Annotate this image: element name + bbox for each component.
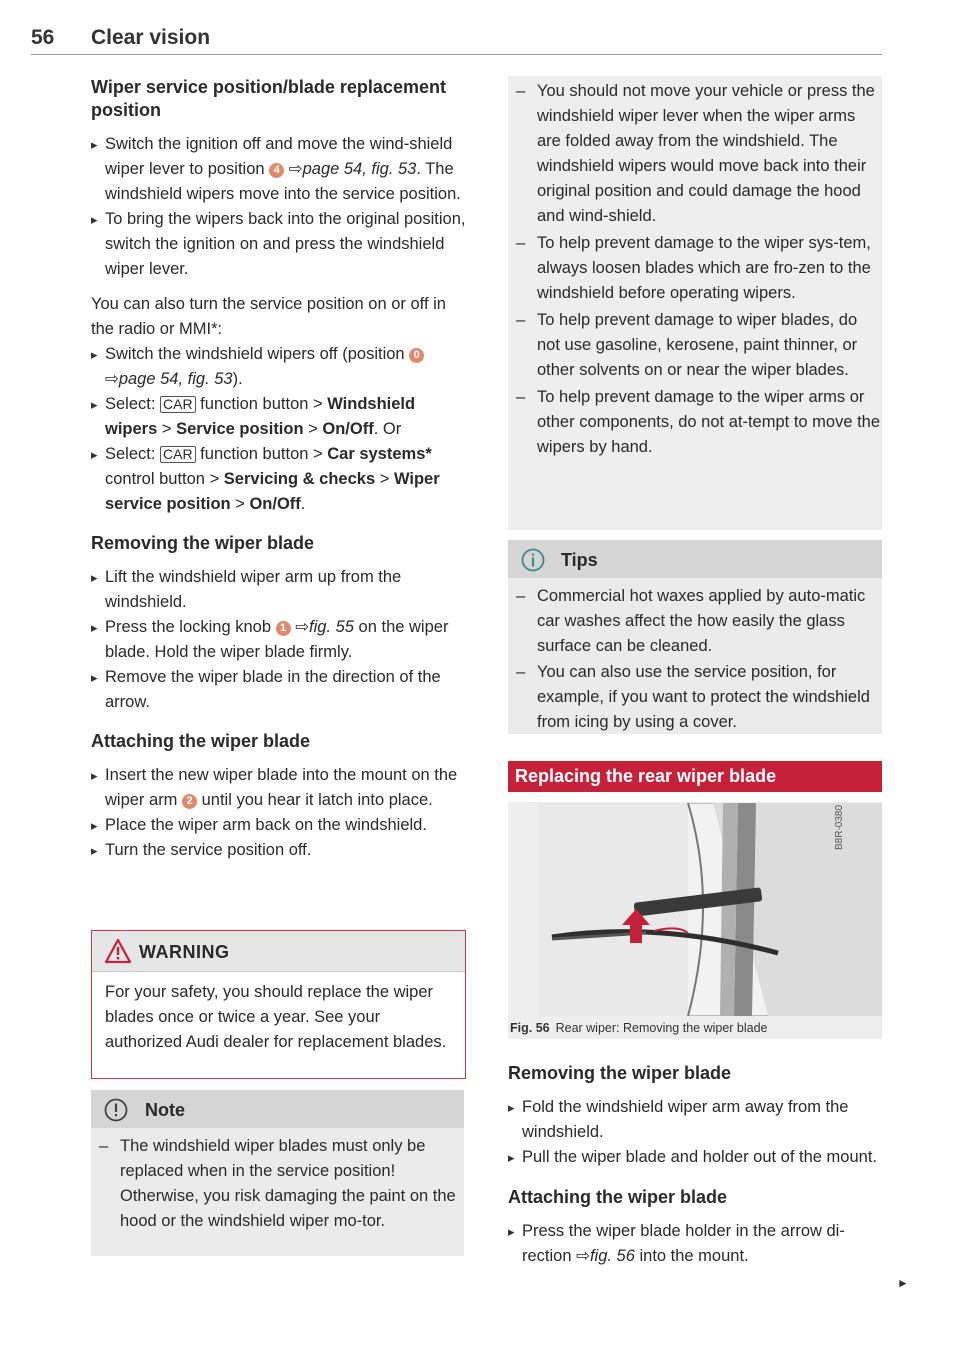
list-item: – To help prevent damage to the wiper sys-tem, always loosen blades which are fro-zen to the windshield before operating wipers. [508,231,882,306]
cross-reference-link[interactable]: page 54, fig. 53 [302,160,417,178]
list-item: ▸ Select: CAR function button > Car systems* control button > Servicing & checks > Wiper service position > On/Off. [91,442,466,517]
callout-0-icon: 0 [409,348,424,363]
note-title: Note [145,1100,185,1120]
cross-reference-link[interactable]: page 54, fig. 53 [118,370,233,388]
callout-2-icon: 2 [182,794,197,809]
list-item: – To help prevent damage to wiper blades, do not use gasoline, kerosene, paint thinner, or other solvents on or near the wiper blades. [508,308,882,383]
list-item: – You should not move your vehicle or press the windshield wiper lever when the wiper arms are folded away from the windshield. The windshield wipers would move back into their original position and could damage the hood and wind-shield. [508,79,882,229]
heading-removing-blade-rear: Removing the wiper blade [508,1063,732,1083]
rear-attach-steps [508,1219,882,1269]
warning-box [91,930,466,1079]
list-item: ▸ Insert the new wiper blade into the mount on the wiper arm 2 until you hear it latch into place. [91,763,466,813]
tips-box [508,540,882,734]
warning-continuation [508,76,882,530]
paragraph-mmi: You can also turn the service position on or off in the radio or MMI*: [91,295,446,338]
rear-remove-steps [508,1095,882,1170]
list-item: ▸ Select: CAR function button > Windshield wipers > Service position > On/Off. Or [91,392,466,442]
warning-triangle-icon [104,938,132,964]
cross-reference-link[interactable]: fig. 55 [309,618,354,636]
service-steps [91,132,466,282]
warning-text: For your safety, you should replace the wiper blades once or twice a year. See your authorized Audi dealer for replacement blades. [105,983,447,1051]
note-exclamation-icon [103,1097,129,1123]
remove-steps [91,565,466,715]
heading-attaching-blade: Attaching the wiper blade [91,731,311,751]
heading-removing-blade: Removing the wiper blade [91,533,315,553]
list-item: ▸ Lift the windshield wiper arm up from the windshield. [91,565,466,615]
section-heading-bar [508,761,882,792]
callout-4-icon: 4 [269,163,284,178]
figure-caption: Rear wiper: Removing the wiper blade [555,1021,768,1035]
list-item: ▸ Pull the wiper blade and holder out of the mount. [508,1145,882,1170]
list-item: ▸ Fold the windshield wiper arm away from the windshield. [508,1095,882,1145]
list-item: ▸ Switch the ignition off and move the wind-shield wiper lever to position 4 ⇨page 54, fig. 53. The windshield wipers move into the service position. [91,132,466,207]
attach-steps [91,763,466,863]
figure-label: Fig. 56 [510,1021,550,1035]
figure-56 [508,802,882,1039]
heading-attaching-blade-rear: Attaching the wiper blade [508,1187,728,1207]
callout-1-icon: 1 [276,621,291,636]
warning-title: WARNING [139,942,230,962]
page-number: 56 [31,26,55,49]
figure-code: B8R-0380 [834,804,845,850]
section-title: Clear vision [91,26,211,49]
note-text: – The windshield wiper blades must only be replaced when in the service position! Otherwise, you risk damaging the paint on the hood or the windshield wiper mo-tor. [91,1134,464,1234]
tips-title: Tips [561,550,598,570]
continue-arrow-icon: ► [897,1276,909,1290]
heading-service-position: Wiper service position/blade replacement position [91,77,446,120]
mmi-steps [91,342,466,517]
list-item: ▸ Switch the windshield wipers off (position 0 ⇨page 54, fig. 53). [91,342,466,392]
note-box [91,1090,464,1256]
list-item: ▸ Remove the wiper blade in the direction of the arrow. [91,665,466,715]
list-item: – To help prevent damage to the wiper arms or other components, do not at-tempt to move the wipers by hand. [508,385,882,460]
right-lower-content [508,1062,882,1269]
rear-wiper-illustration [538,803,882,1016]
car-key-icon: CAR [160,396,196,413]
left-column [91,76,466,863]
list-item: ▸ To bring the wipers back into the original position, switch the ignition on and press the windshield wiper lever. [91,207,466,282]
info-icon [520,547,546,573]
list-item: ▸ Place the wiper arm back on the windshield. [91,813,466,838]
list-item: – Commercial hot waxes applied by auto-matic car washes affect the how easily the glass surface can be cleaned. [508,584,882,659]
list-item: ▸ Press the locking knob 1 ⇨fig. 55 on the wiper blade. Hold the wiper blade firmly. [91,615,466,665]
list-item: – You can also use the service position, for example, if you want to protect the windshield from icing by using a cover. [508,660,882,735]
section-heading: Replacing the rear wiper blade [515,766,777,786]
list-item: ▸ Press the wiper blade holder in the arrow di-rection ⇨fig. 56 into the mount. [508,1219,882,1269]
page-header [31,22,882,55]
car-key-icon: CAR [160,446,196,463]
list-item: ▸ Turn the service position off. [91,838,466,863]
cross-reference-link[interactable]: fig. 56 [589,1247,635,1265]
